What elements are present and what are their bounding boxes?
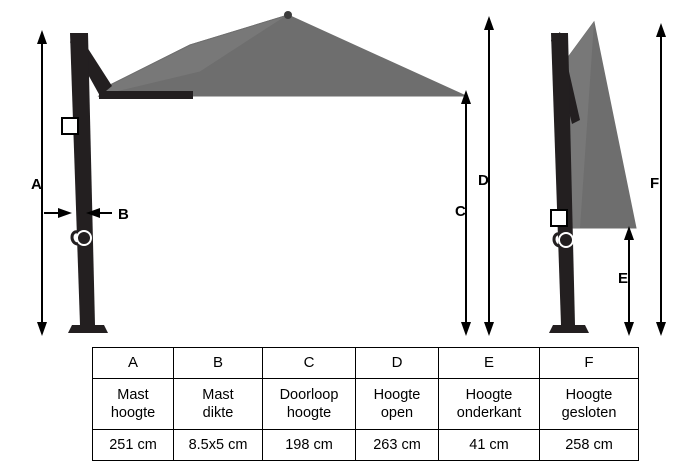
name-line-2: hoogte	[286, 405, 332, 421]
table-cell-name-e	[439, 379, 540, 430]
table-cell-value-d: 263 cm	[356, 430, 439, 461]
table-cell-value-a: 251 cm	[93, 430, 174, 461]
table-cell-letter-f: F	[540, 348, 639, 379]
table-cell-letter-a: A	[93, 348, 174, 379]
name-line-1: Hoogte	[565, 386, 613, 403]
table-cell-name-f	[540, 379, 639, 430]
dimension-label-d: D	[478, 172, 489, 189]
table-cell-name-a	[93, 379, 174, 430]
table-cell-value-b: 8.5x5 cm	[174, 430, 263, 461]
table-cell-name-b	[174, 379, 263, 430]
name-line-2: onderkant	[456, 405, 522, 421]
table-cell-letter-b: B	[174, 348, 263, 379]
table-cell-value-c: 198 cm	[263, 430, 356, 461]
table-cell-value-e: 41 cm	[439, 430, 540, 461]
dimension-label-f: F	[650, 175, 660, 192]
name-line-2: dikte	[202, 405, 234, 421]
name-line-1: Mast	[202, 386, 234, 403]
name-line-1: Mast	[117, 386, 149, 403]
canopy-finial-icon	[284, 11, 292, 19]
name-line-1: Hoogte	[373, 386, 421, 403]
canopy-closed-shape	[566, 22, 636, 228]
name-line-1: Hoogte	[465, 386, 513, 403]
dimension-label-c: C	[455, 203, 466, 220]
name-line-2: gesloten	[561, 405, 617, 421]
table-row-letters	[93, 348, 639, 379]
name-line-1: Doorloop	[279, 386, 339, 403]
dimension-label-e: E	[618, 270, 629, 287]
table-cell-letter-c: C	[263, 348, 356, 379]
table-row-values	[93, 430, 639, 461]
table-cell-letter-e: E	[439, 348, 540, 379]
crank-handle-icon	[72, 231, 91, 245]
crank-handle-closed-icon	[554, 233, 573, 247]
canopy-open-shape	[99, 11, 466, 96]
table-cell-name-d	[356, 379, 439, 430]
specification-table	[92, 347, 639, 461]
name-line-2: open	[380, 405, 414, 421]
table-row-names	[93, 379, 639, 430]
table-cell-letter-d: D	[356, 348, 439, 379]
dimension-label-a: A	[31, 176, 42, 193]
dimension-label-b: B	[118, 206, 129, 223]
table-cell-value-f: 258 cm	[540, 430, 639, 461]
name-line-2: hoogte	[110, 405, 156, 421]
table-cell-name-c	[263, 379, 356, 430]
